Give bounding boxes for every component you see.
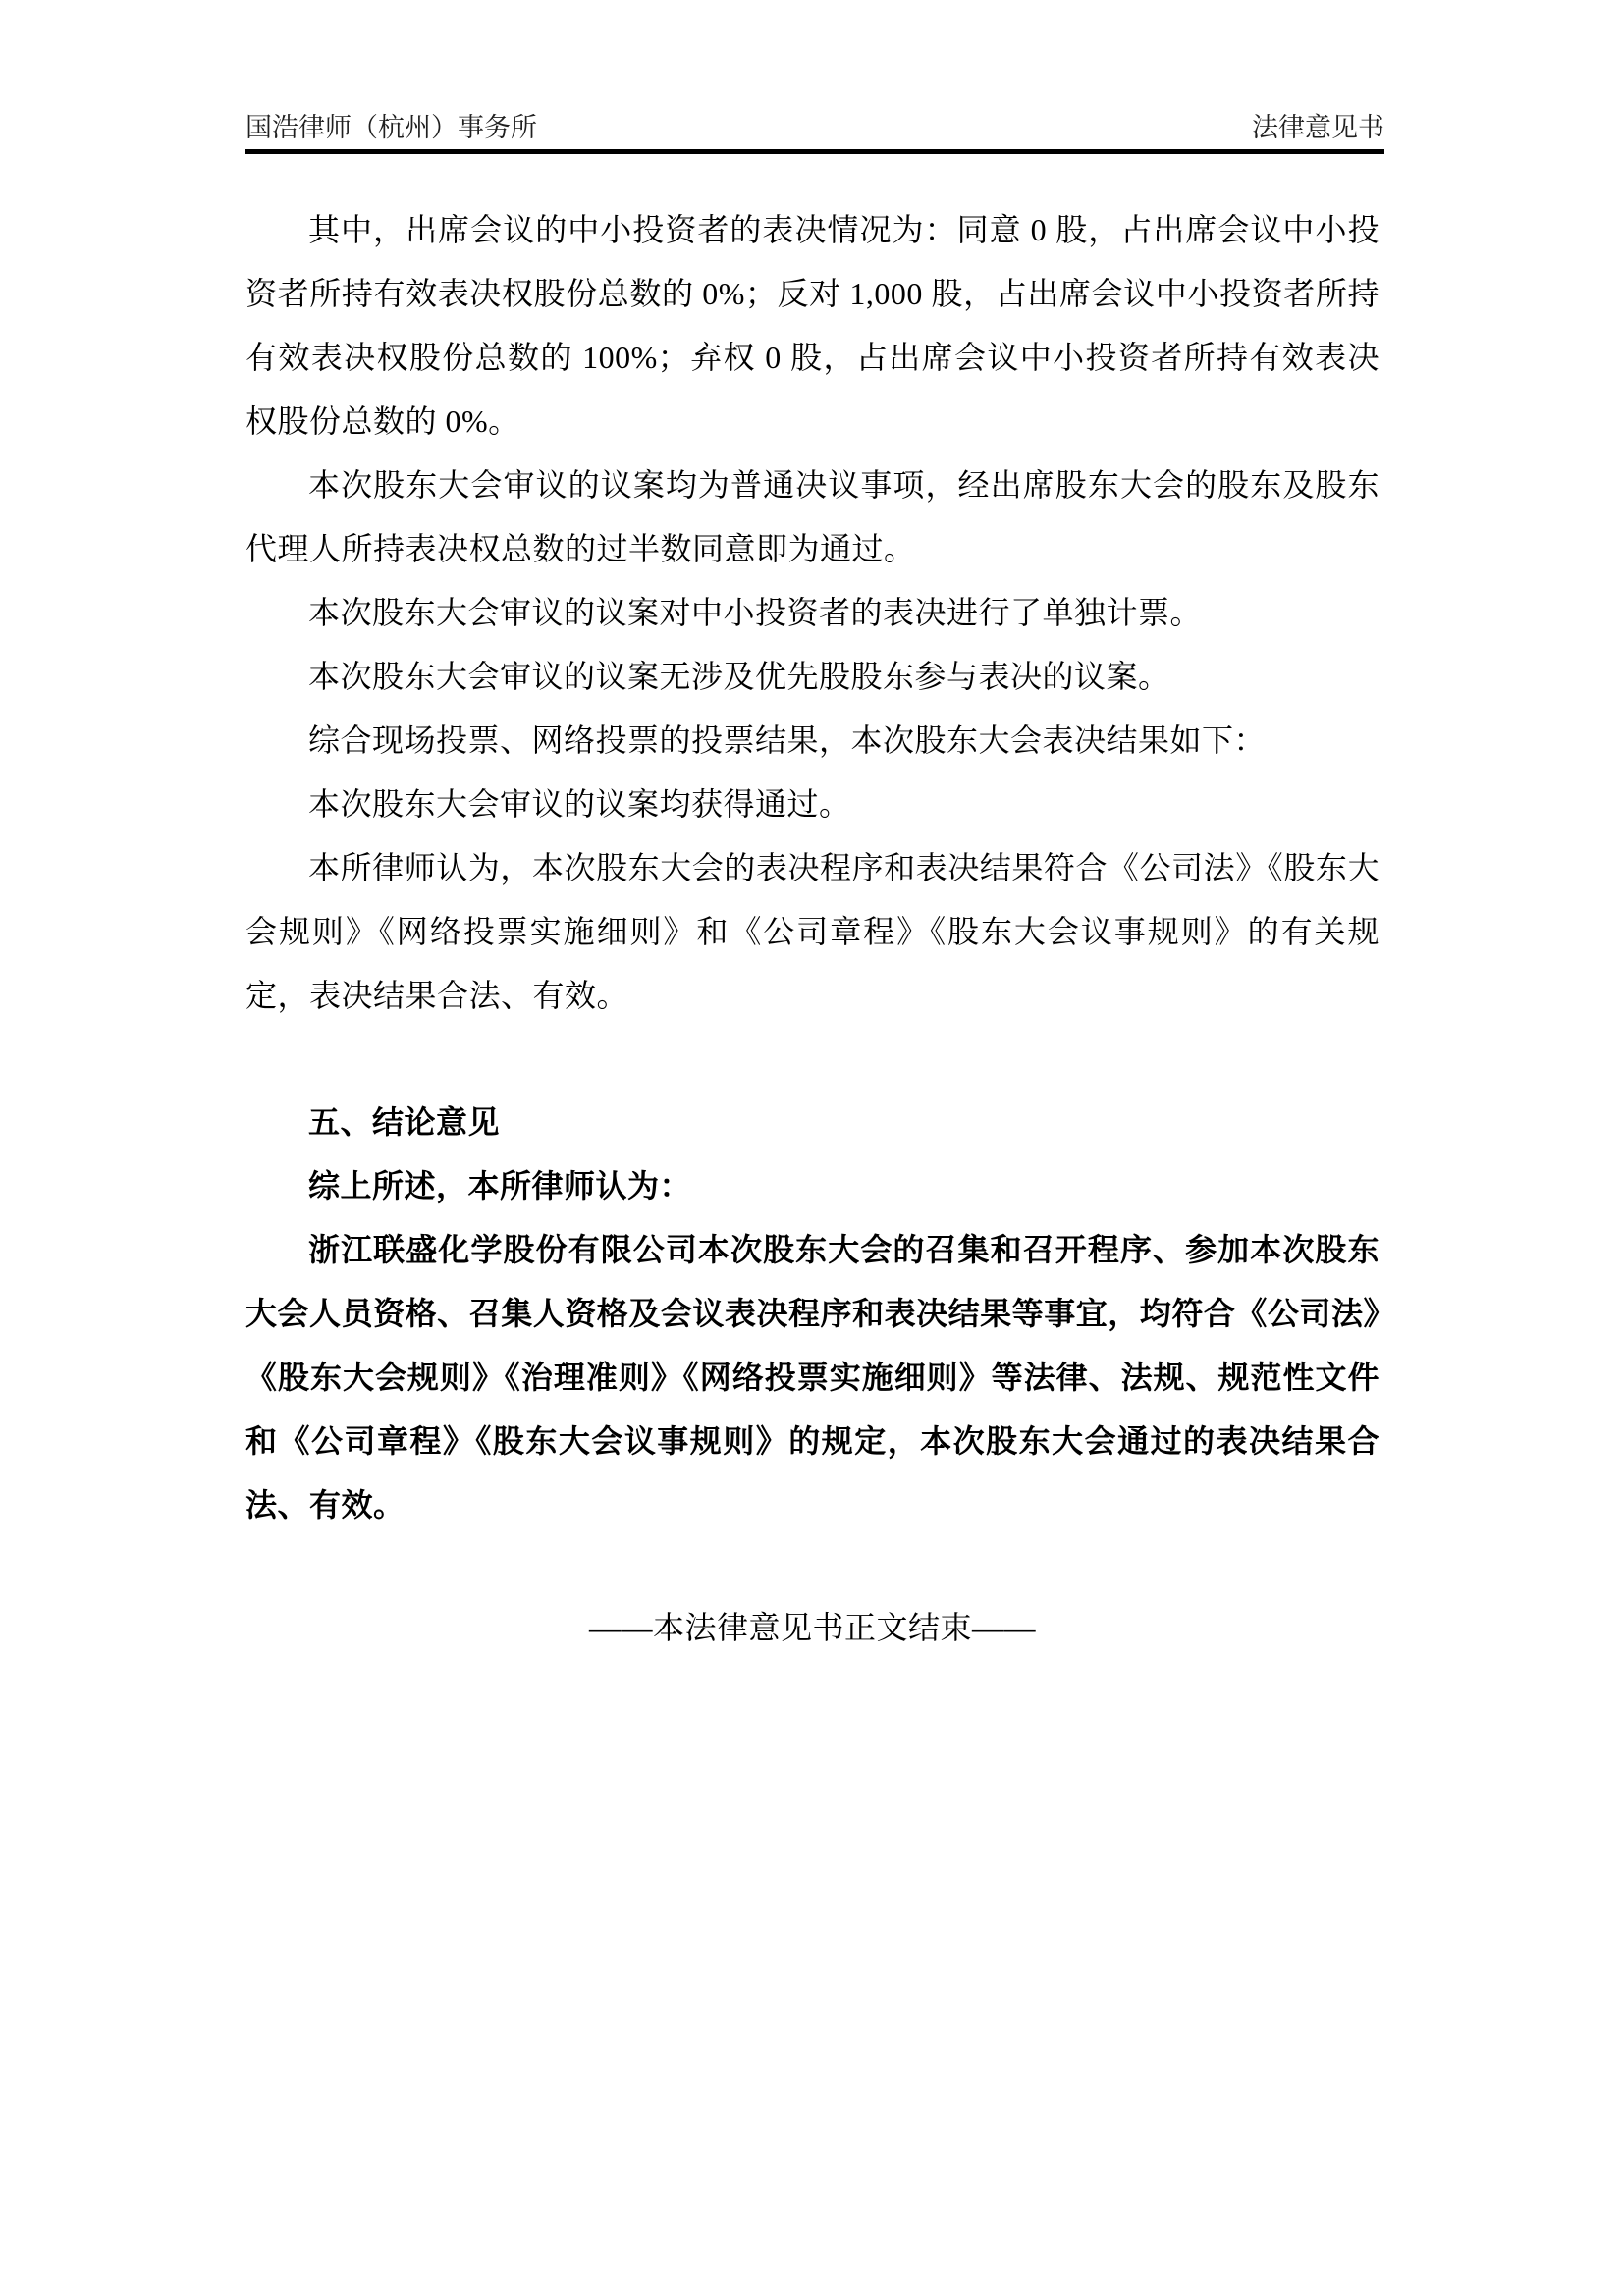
paragraph-ordinary-resolution: 本次股东大会审议的议案均为普通决议事项，经出席股东大会的股东及股东代理人所持表决权总数的过半数同意即为通过。 bbox=[245, 467, 1380, 566]
page-header bbox=[245, 112, 1384, 154]
paragraph-all-passed: 本次股东大会审议的议案均获得通过。 bbox=[308, 786, 851, 822]
paragraph-separate-count: 本次股东大会审议的议案对中小投资者的表决进行了单独计票。 bbox=[308, 595, 1203, 630]
section-heading-conclusion: 五、结论意见 bbox=[308, 1104, 501, 1140]
header-firm-name: 国浩律师（杭州）事务所 bbox=[245, 113, 537, 142]
document-end-marker: ——本法律意见书正文结束—— bbox=[588, 1610, 1036, 1645]
paragraph-summary-intro: 综上所述，本所律师认为： bbox=[308, 1168, 692, 1203]
paragraph-no-preferred-shares: 本次股东大会审议的议案无涉及优先股股东参与表决的议案。 bbox=[308, 659, 1170, 694]
paragraph-minority-investor-votes: 其中，出席会议的中小投资者的表决情况为：同意 0 股，占出席会议中小投资者所持有效表决权股份总数的 0%；反对 1,000 股，占出席会议中小投资者所持有效表决权股份总数的 100%；弃权 0 股，占出席会议中小投资者所持有效表决权股份总数的 0%。 bbox=[245, 212, 1380, 439]
document-body bbox=[245, 198, 1380, 1660]
paragraph-final-conclusion: 浙江联盛化学股份有限公司本次股东大会的召集和召开程序、参加本次股东大会人员资格、召集人资格及会议表决程序和表决结果等事宜，均符合《公司法》《股东大会规则》《治理准则》《网络投票实施细则》等法律、法规、规范性文件和《公司章程》《股东大会议事规则》的规定，本次股东大会通过的表决结果合法、有效。 bbox=[245, 1232, 1380, 1522]
header-doc-type: 法律意见书 bbox=[1252, 113, 1384, 142]
paragraph-combined-results: 综合现场投票、网络投票的投票结果，本次股东大会表决结果如下： bbox=[308, 722, 1267, 758]
paragraph-lawyer-opinion: 本所律师认为，本次股东大会的表决程序和表决结果符合《公司法》《股东大会规则》《网络投票实施细则》和《公司章程》《股东大会议事规则》的有关规定，表决结果合法、有效。 bbox=[245, 850, 1380, 1013]
